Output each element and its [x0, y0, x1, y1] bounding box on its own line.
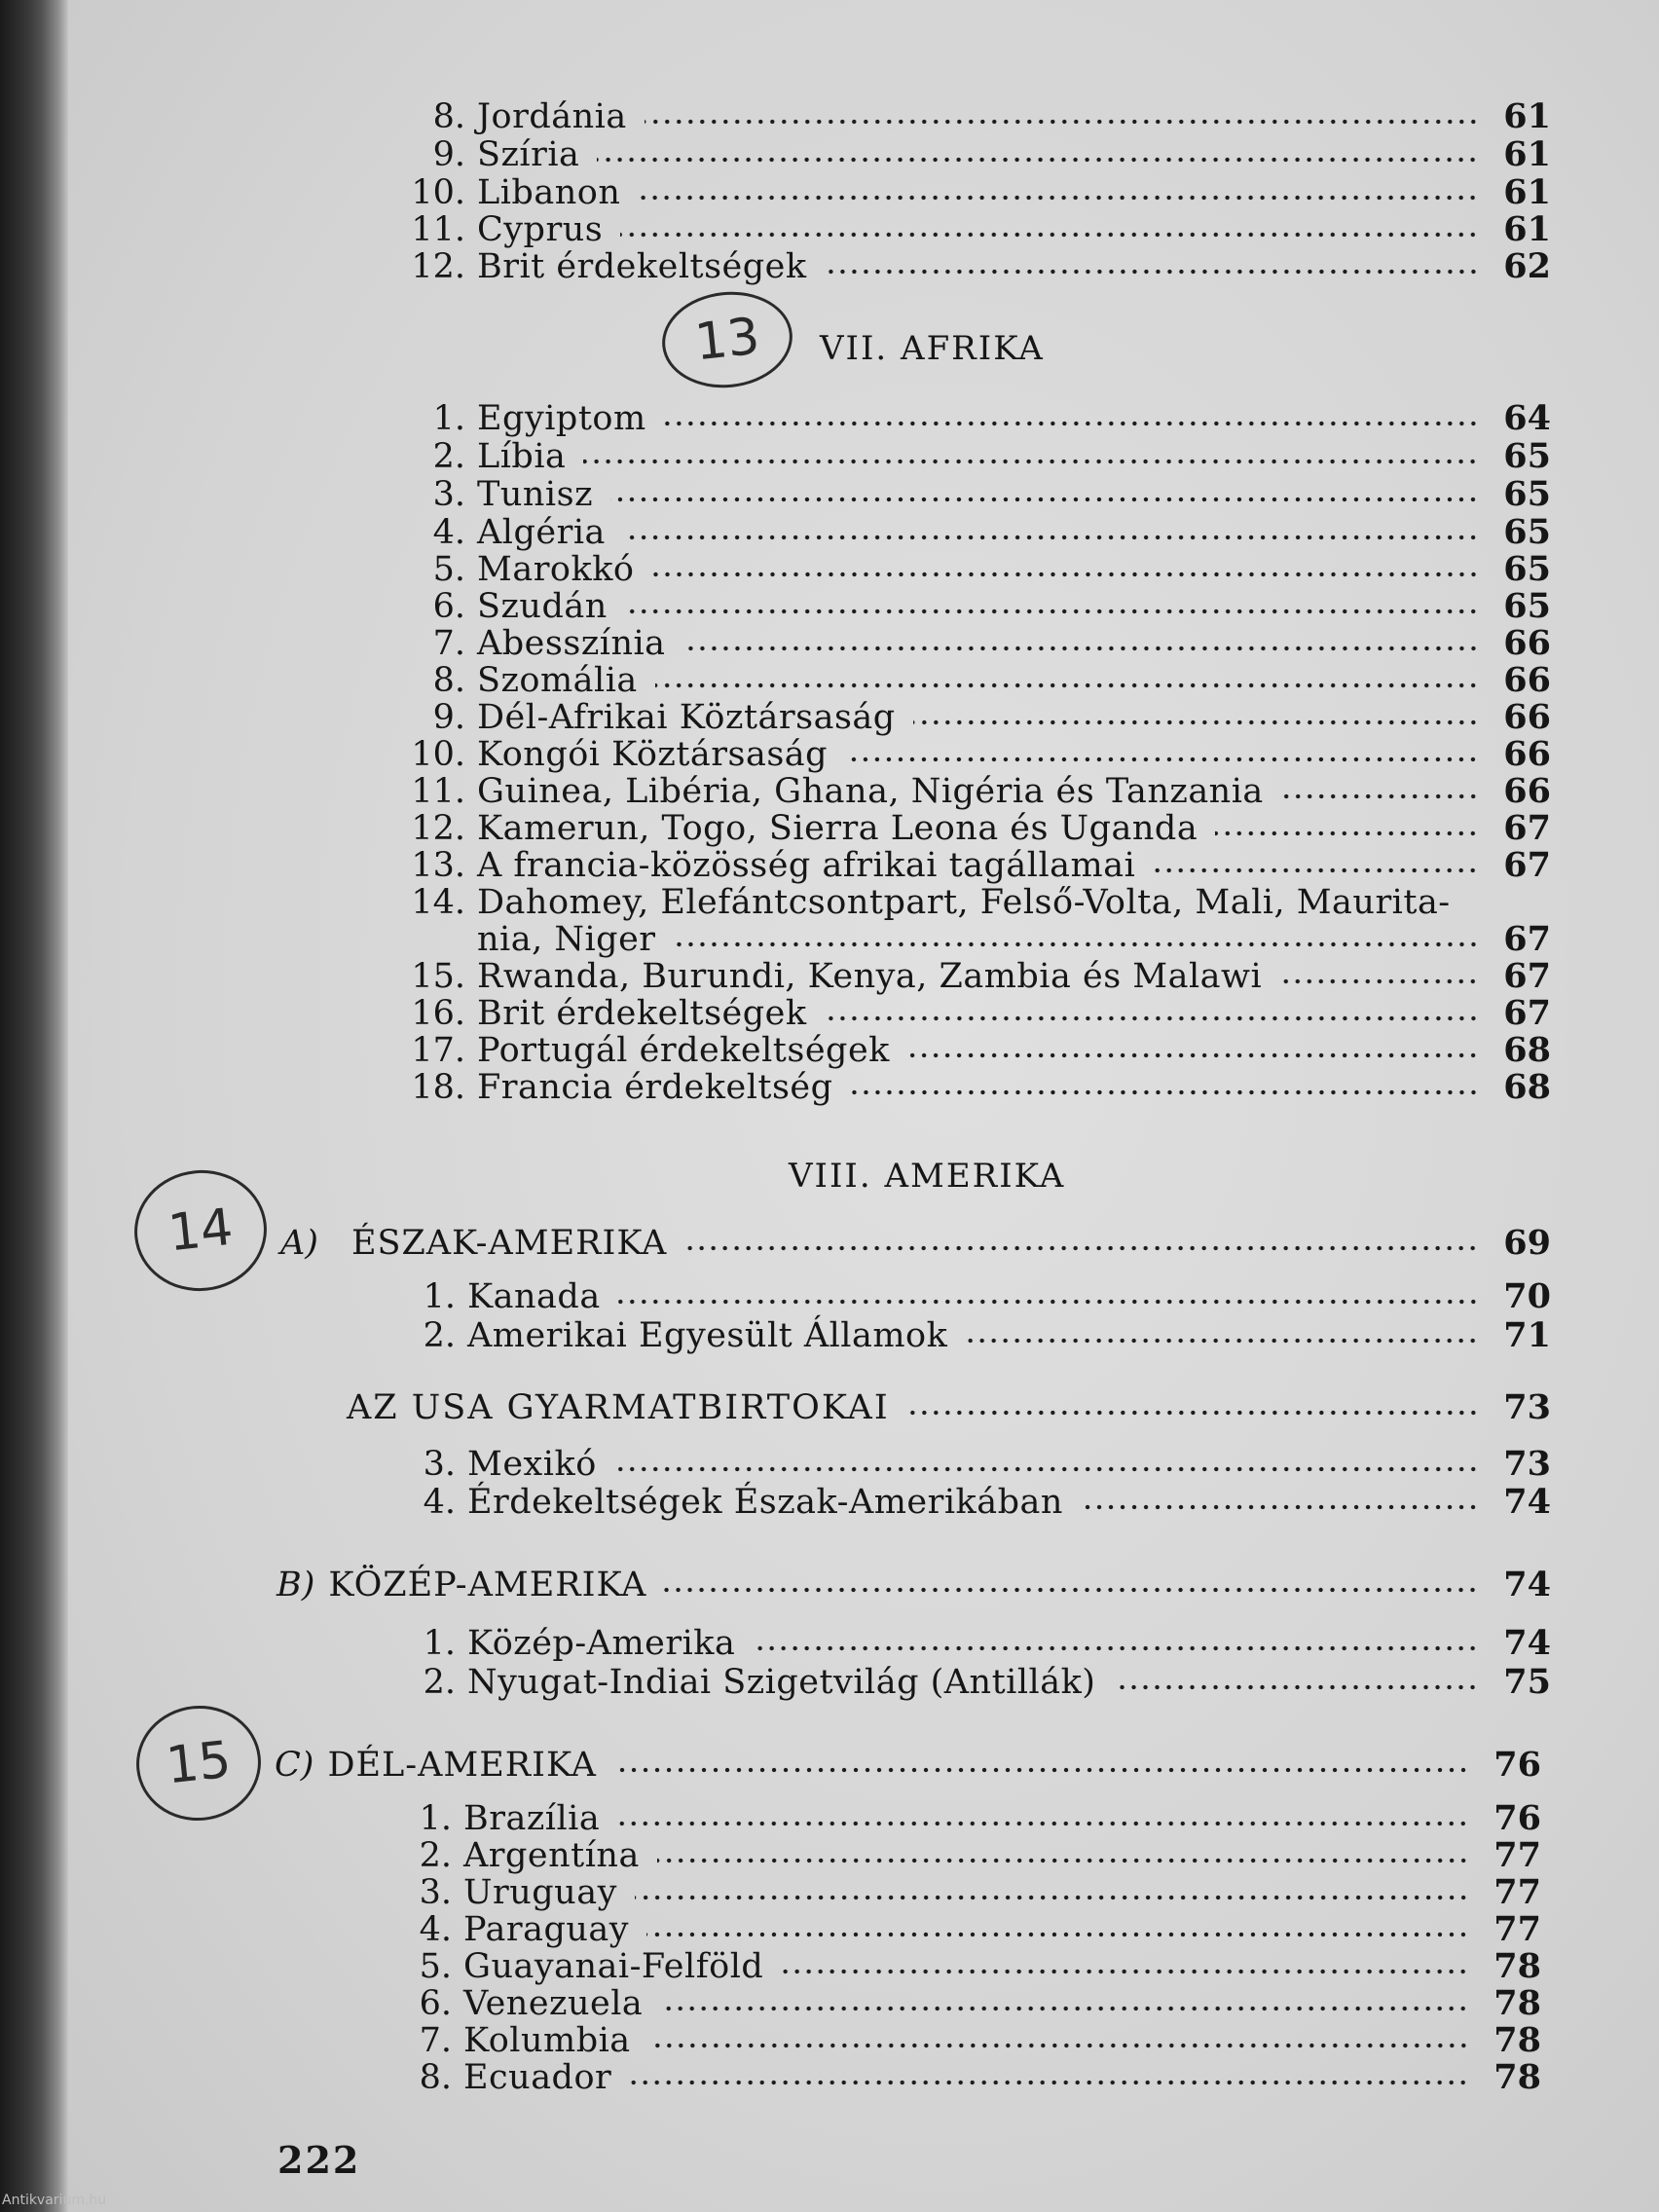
- toc-entry: [397, 247, 1551, 286]
- entry-label: Guinea, Libéria, Ghana, Nigéria és Tanzania: [477, 772, 1264, 811]
- entry-page: 78: [1493, 2020, 1541, 2060]
- toc-entry: [397, 513, 1551, 552]
- entry-page: 66: [1503, 697, 1551, 737]
- note-text: 15: [163, 1730, 235, 1796]
- toc-entry: [397, 399, 1551, 438]
- entry-page: 69: [1503, 1223, 1551, 1263]
- entry-label: Dahomey, Elefántcsontpart, Felső-Volta, Mali, Maurita-: [477, 883, 1451, 922]
- entry-number: 1.: [423, 1277, 456, 1316]
- dot-leader: [825, 269, 1479, 275]
- book-spine-edge: [0, 0, 68, 2212]
- toc-entry: [387, 1663, 1551, 1702]
- entry-label: Argentína: [463, 1836, 640, 1875]
- entry-page: 68: [1503, 1030, 1551, 1070]
- dot-leader: [674, 941, 1479, 947]
- dot-leader: [646, 1932, 1469, 1937]
- toc-entry: [384, 1947, 1541, 1986]
- entry-number: 1.: [423, 1624, 456, 1663]
- subsection-title: DÉL-AMERIKA: [327, 1746, 597, 1785]
- entry-number: 15.: [411, 957, 465, 996]
- subsection-letter: C): [275, 1746, 314, 1785]
- toc-entry: [397, 1031, 1551, 1070]
- entry-page: 67: [1503, 919, 1551, 959]
- entry-number: 9.: [432, 698, 465, 737]
- entry-number: 10.: [411, 173, 465, 212]
- entry-page: 78: [1493, 1946, 1541, 1986]
- dot-leader: [1279, 978, 1479, 984]
- dot-leader: [625, 608, 1479, 614]
- entry-number: 4.: [432, 513, 465, 552]
- entry-number: 14.: [411, 883, 465, 922]
- dot-leader: [781, 1969, 1469, 1974]
- entry-number: 4.: [419, 1910, 452, 1949]
- entry-label: Kanada: [467, 1277, 601, 1316]
- toc-entry: [397, 846, 1551, 885]
- entry-label: Nyugat-Indiai Szigetvilág (Antillák): [467, 1663, 1096, 1702]
- entry-number: 4.: [423, 1483, 456, 1522]
- entry-page: 77: [1493, 1909, 1541, 1949]
- entry-page: 76: [1493, 1745, 1541, 1785]
- entry-number: 7.: [419, 2021, 452, 2060]
- entry-label: Ecuador: [463, 2058, 612, 2097]
- dot-leader: [620, 232, 1479, 238]
- entry-label: Kolumbia: [463, 2021, 631, 2060]
- page-folio-number: 222: [277, 2138, 361, 2182]
- entry-number: 3.: [419, 1873, 452, 1912]
- toc-entry: [397, 173, 1551, 212]
- dot-leader: [1081, 1504, 1479, 1510]
- watermark: Antikvarium.hu: [2, 2193, 107, 2208]
- entry-number: 16.: [411, 994, 465, 1033]
- entry-label: Líbia: [477, 437, 567, 476]
- entry-label: Portugál érdekeltségek: [477, 1031, 890, 1070]
- entry-label: Amerikai Egyesült Államok: [467, 1316, 948, 1355]
- entry-page: 66: [1503, 623, 1551, 663]
- dot-leader: [664, 1587, 1479, 1593]
- entry-page: 65: [1503, 512, 1551, 552]
- entry-page: 78: [1493, 1983, 1541, 2023]
- toc-entry: [384, 1984, 1541, 2023]
- entry-page: 65: [1503, 549, 1551, 589]
- entry-page: 66: [1503, 660, 1551, 700]
- subsection-usa-colonies: [347, 1388, 1551, 1427]
- entry-number: 1.: [419, 1799, 452, 1838]
- dot-leader: [614, 1466, 1479, 1472]
- dot-leader: [648, 2043, 1469, 2048]
- dot-leader: [614, 1767, 1469, 1773]
- entry-page: 66: [1503, 771, 1551, 811]
- entry-number: 6.: [432, 587, 465, 626]
- toc-entry: [397, 97, 1551, 136]
- section-heading-amerika: VIII. AMERIKA: [789, 1157, 1066, 1196]
- entry-page: 74: [1503, 1623, 1551, 1663]
- entry-page: 73: [1503, 1387, 1551, 1427]
- subsection-north-america: [280, 1224, 1551, 1263]
- toc-entry: [397, 809, 1551, 848]
- entry-number: 17.: [411, 1031, 465, 1070]
- toc-entry: [397, 661, 1551, 700]
- entry-label: Brit érdekeltségek: [477, 247, 807, 286]
- toc-entry: [387, 1483, 1551, 1522]
- toc-entry: [384, 2058, 1541, 2097]
- entry-number: 5.: [432, 550, 465, 589]
- subsection-central-america: [276, 1566, 1551, 1604]
- entry-page: 77: [1493, 1835, 1541, 1875]
- entry-number: 7.: [432, 624, 465, 663]
- dot-leader: [825, 1015, 1479, 1021]
- entry-label: Közép-Amerika: [467, 1624, 736, 1663]
- dot-leader: [851, 1089, 1479, 1095]
- entry-number: 13.: [411, 846, 465, 885]
- entry-label: Uruguay: [463, 1873, 617, 1912]
- entry-page: 67: [1503, 808, 1551, 848]
- toc-entry: [384, 1873, 1541, 1912]
- subsection-title: AZ USA GYARMATBIRTOKAI: [347, 1388, 890, 1427]
- entry-label: Kamerun, Togo, Sierra Leona és Uganda: [477, 809, 1198, 848]
- entry-label: Cyprus: [477, 210, 604, 249]
- dot-leader: [635, 1895, 1469, 1900]
- toc-entry: [397, 624, 1551, 663]
- entry-page: 70: [1503, 1276, 1551, 1316]
- entry-number: 2.: [432, 437, 465, 476]
- entry-label: Guayanai-Felföld: [463, 1947, 764, 1986]
- entry-page: 65: [1503, 436, 1551, 476]
- toc-entry: [384, 1910, 1541, 1949]
- entry-label: Érdekeltségek Észak-Amerikában: [467, 1483, 1063, 1522]
- toc-entry: [397, 698, 1551, 737]
- entry-label: Kongói Köztársaság: [477, 735, 829, 774]
- subsection-title: ÉSZAK-AMERIKA: [350, 1224, 668, 1263]
- dot-leader: [657, 1858, 1469, 1863]
- toc-entry: [384, 1836, 1541, 1875]
- entry-label: Algéria: [477, 513, 606, 552]
- entry-page: 66: [1503, 734, 1551, 774]
- dot-leader: [1153, 867, 1479, 873]
- entry-page: 64: [1503, 398, 1551, 438]
- dot-leader: [1215, 830, 1479, 836]
- dot-leader: [965, 1338, 1479, 1344]
- toc-entry: [387, 1624, 1551, 1663]
- toc-entry-continuation: [397, 920, 1551, 959]
- entry-label: A francia-közösség afrikai tagállamai: [477, 846, 1136, 885]
- entry-page: 74: [1503, 1565, 1551, 1604]
- toc-entry: [387, 1316, 1551, 1355]
- toc-entry: [384, 1799, 1541, 1838]
- dot-leader: [583, 459, 1479, 464]
- subsection-south-america: [275, 1746, 1541, 1785]
- entry-page: 61: [1503, 96, 1551, 136]
- entry-page: 77: [1493, 1872, 1541, 1912]
- entry-number: 3.: [423, 1445, 456, 1484]
- toc-entry: [397, 772, 1551, 811]
- toc-entry: [397, 957, 1551, 996]
- dot-leader: [660, 2006, 1469, 2011]
- entry-number: 2.: [423, 1316, 456, 1355]
- entry-label: Venezuela: [463, 1984, 644, 2023]
- dot-leader: [907, 1052, 1479, 1058]
- entry-label: Brazília: [463, 1799, 601, 1838]
- toc-entry: [397, 135, 1551, 174]
- dot-leader: [610, 497, 1479, 502]
- entry-number: 18.: [411, 1068, 465, 1107]
- entry-label: Szíria: [477, 135, 580, 174]
- entry-label: Rwanda, Burundi, Kenya, Zambia és Malawi: [477, 957, 1263, 996]
- entry-number: 12.: [411, 247, 465, 286]
- toc-entry: [397, 735, 1551, 774]
- dot-leader: [907, 1410, 1479, 1416]
- entry-number: 8.: [419, 2058, 452, 2097]
- entry-number: 12.: [411, 809, 465, 848]
- toc-entry: [397, 475, 1551, 514]
- dot-leader: [617, 1821, 1469, 1826]
- dot-leader: [629, 2080, 1469, 2085]
- dot-leader: [645, 119, 1479, 125]
- dot-leader: [683, 645, 1479, 651]
- toc-entry: [397, 1068, 1551, 1107]
- toc-entry: [397, 550, 1551, 589]
- entry-label: Tunisz: [477, 475, 594, 514]
- entry-label: Abesszínia: [477, 624, 666, 663]
- dot-leader: [623, 535, 1479, 540]
- entry-label: Paraguay: [463, 1910, 630, 1949]
- dot-leader: [753, 1645, 1479, 1651]
- entry-page: 65: [1503, 474, 1551, 514]
- toc-entry: [387, 1445, 1551, 1484]
- entry-number: 8.: [432, 97, 465, 136]
- entry-label: Dél-Afrikai Köztársaság: [477, 698, 896, 737]
- entry-page: 65: [1503, 586, 1551, 626]
- subsection-letter: B): [276, 1566, 315, 1604]
- entry-page: 61: [1503, 209, 1551, 249]
- entry-page: 61: [1503, 134, 1551, 174]
- toc-entry-multiline: [397, 883, 1551, 922]
- entry-page: 68: [1503, 1067, 1551, 1107]
- dot-leader: [664, 421, 1479, 426]
- dot-leader: [618, 1299, 1479, 1305]
- toc-entry: [384, 2021, 1541, 2060]
- dot-leader: [684, 1245, 1479, 1251]
- entry-page: 75: [1503, 1662, 1551, 1702]
- entry-label: Jordánia: [477, 97, 627, 136]
- entry-label: Brit érdekeltségek: [477, 994, 807, 1033]
- entry-label: Egyiptom: [477, 399, 646, 438]
- dot-leader: [655, 682, 1479, 688]
- entry-page: 73: [1503, 1444, 1551, 1484]
- toc-entry: [397, 994, 1551, 1033]
- entry-number: 10.: [411, 735, 465, 774]
- entry-number: 8.: [432, 661, 465, 700]
- entry-number: 11.: [411, 772, 465, 811]
- entry-number: 5.: [419, 1947, 452, 1986]
- note-text: 14: [165, 1198, 237, 1264]
- dot-leader: [638, 195, 1479, 201]
- dot-leader: [1113, 1684, 1479, 1690]
- dot-leader: [652, 571, 1480, 577]
- entry-label: Marokkó: [477, 550, 635, 589]
- entry-page: 67: [1503, 956, 1551, 996]
- toc-entry: [397, 587, 1551, 626]
- entry-label: nia, Niger: [477, 920, 656, 959]
- toc-entry: [387, 1277, 1551, 1316]
- entry-page: 61: [1503, 172, 1551, 212]
- entry-page: 76: [1493, 1798, 1541, 1838]
- entry-number: 9.: [432, 135, 465, 174]
- subsection-letter: A): [280, 1224, 318, 1263]
- entry-number: 2.: [419, 1836, 452, 1875]
- entry-number: 3.: [432, 475, 465, 514]
- entry-page: 67: [1503, 993, 1551, 1033]
- entry-label: Libanon: [477, 173, 621, 212]
- entry-page: 71: [1503, 1315, 1551, 1355]
- dot-leader: [1281, 793, 1479, 799]
- entry-label: Francia érdekeltség: [477, 1068, 833, 1107]
- entry-label: Szomália: [477, 661, 638, 700]
- entry-number: 6.: [419, 1984, 452, 2023]
- entry-number: 2.: [423, 1663, 456, 1702]
- note-text: 13: [691, 307, 763, 373]
- dot-leader: [845, 756, 1479, 762]
- entry-label: Mexikó: [467, 1445, 597, 1484]
- subsection-title: KÖZÉP-AMERIKA: [328, 1566, 647, 1604]
- entry-page: 78: [1493, 2057, 1541, 2097]
- entry-page: 62: [1503, 246, 1551, 286]
- entry-page: 67: [1503, 845, 1551, 885]
- toc-entry: [397, 437, 1551, 476]
- dot-leader: [597, 157, 1479, 163]
- entry-label: Szudán: [477, 587, 608, 626]
- entry-number: 11.: [411, 210, 465, 249]
- entry-page: 74: [1503, 1482, 1551, 1522]
- entry-number: 1.: [432, 399, 465, 438]
- dot-leader: [913, 719, 1479, 725]
- section-heading-afrika: VII. AFRIKA: [820, 329, 1045, 368]
- toc-entry: [397, 210, 1551, 249]
